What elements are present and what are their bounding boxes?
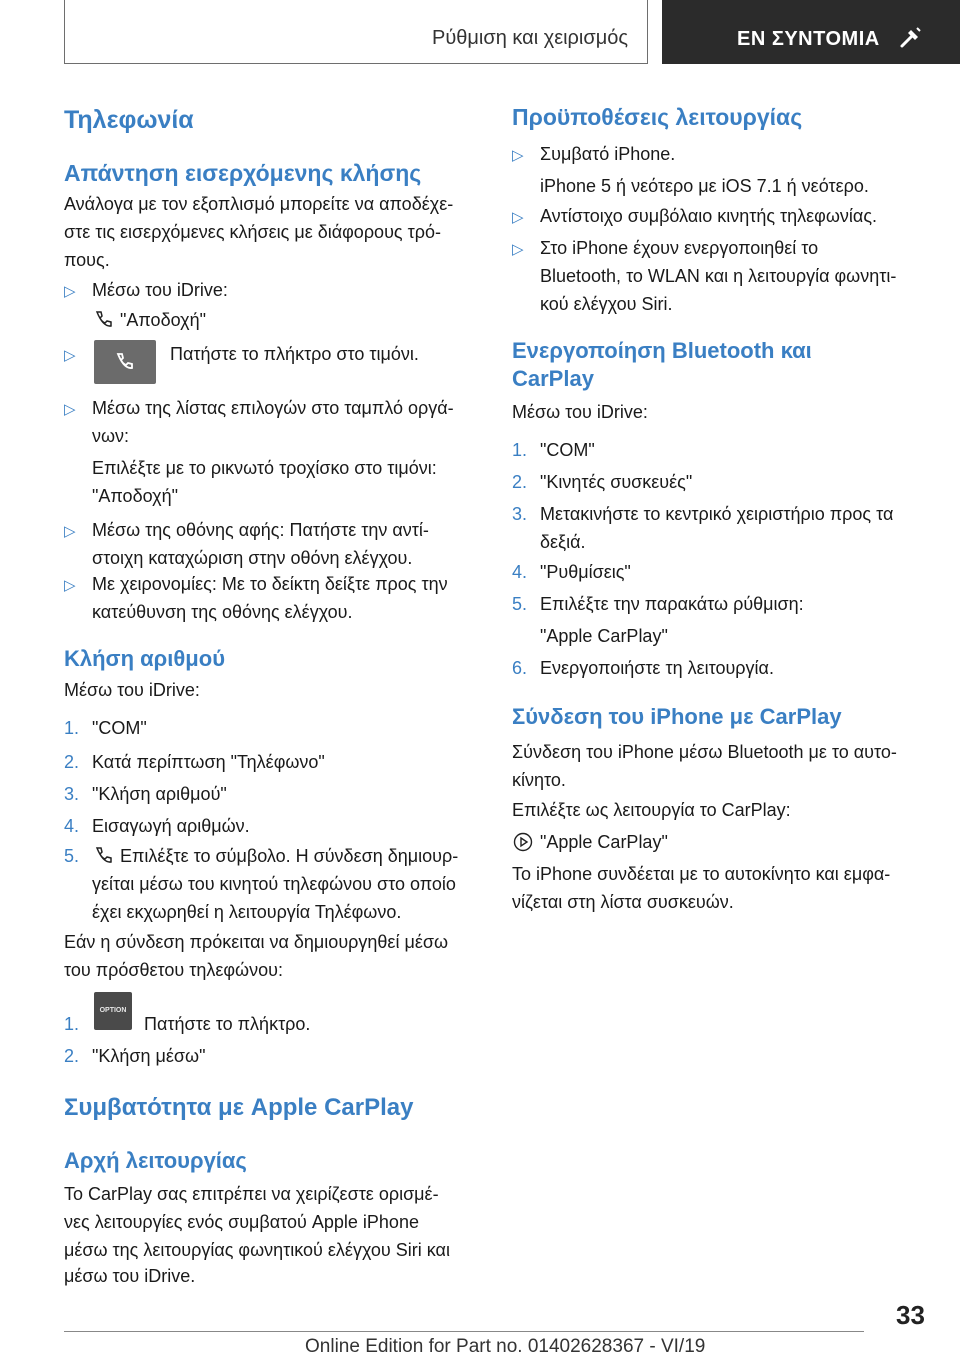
step-number: 2. (512, 472, 528, 492)
footer-divider (64, 1331, 864, 1332)
phone-icon (92, 845, 114, 867)
list-item: κού ελέγχου Siri. (540, 294, 673, 314)
step-text: "COM" (92, 718, 147, 738)
paragraph: Επιλέξτε ως λειτουργία το CarPlay: (512, 800, 791, 820)
step-text: Εισαγωγή αριθμών. (92, 816, 250, 836)
paragraph: κίνητο. (512, 770, 566, 790)
phone-icon (94, 340, 156, 384)
paragraph: νίζεται στη λίστα συσκευών. (512, 892, 734, 912)
list-item: Μέσω του iDrive: (92, 280, 228, 300)
step-number: 5. (64, 846, 80, 866)
paragraph: Το iPhone συνδέεται με το αυτοκίνητο και εμφα- (512, 864, 891, 884)
step-number: 3. (512, 504, 528, 524)
bullet-icon: ▷ (64, 523, 76, 540)
section-heading-carplay: Συμβατότητα με Apple CarPlay (64, 1094, 414, 1121)
list-item: Με χειρονομίες: Με το δείκτη δείξτε προς την (92, 574, 448, 594)
step-number: 2. (64, 1046, 80, 1066)
step-text: έχει εκχωρηθεί η λειτουργία Τηλέφωνο. (92, 902, 402, 922)
step-number: 1. (64, 718, 80, 738)
paragraph: Εάν η σύνδεση πρόκειται να δημιουργηθεί μέσω (64, 932, 449, 952)
step-text: "Κλήση αριθμού" (92, 784, 227, 804)
paragraph: Ανάλογα με τον εξοπλισμό μπορείτε να αποδέχε- (64, 194, 454, 214)
list-item: στοιχη καταχώριση στην οθόνη ελέγχου. (92, 548, 413, 568)
list-item-sub-text: "Αποδοχή" (120, 310, 206, 330)
paragraph: Μέσω του iDrive: (512, 402, 648, 422)
carplay-label: "Apple CarPlay" (540, 832, 668, 852)
paragraph: Το CarPlay σας επιτρέπει να χειρίζεστε ορισμέ- (64, 1184, 439, 1204)
paragraph: Σύνδεση του iPhone μέσω Bluetooth με το αυτο- (512, 742, 897, 762)
bullet-icon: ▷ (64, 401, 76, 418)
bullet-icon: ▷ (64, 283, 76, 300)
step-text: "Ρυθμίσεις" (540, 562, 631, 582)
bullet-icon: ▷ (512, 147, 524, 164)
step-number: 2. (64, 752, 80, 772)
section-heading-dial: Κλήση αριθμού (64, 646, 226, 671)
bullet-icon: ▷ (512, 241, 524, 258)
step-number: 4. (512, 562, 528, 582)
step-number: 4. (64, 816, 80, 836)
paragraph: μέσω της λειτουργίας φωνητικού ελέγχου Siri και (64, 1240, 450, 1260)
step-text: γείται μέσω του κινητού τηλεφώνου στο οποίο (92, 874, 456, 894)
list-item: Πατήστε το πλήκτρο στο τιμόνι. (170, 344, 419, 364)
paragraph: πους. (64, 250, 110, 270)
option-button[interactable]: OPTION (94, 992, 132, 1030)
list-item: Αντίστοιχο συμβόλαιο κινητής τηλεφωνίας. (540, 206, 877, 226)
list-item: Συμβατό iPhone. (540, 144, 676, 164)
tools-icon (898, 24, 924, 50)
step-number: 3. (64, 784, 80, 804)
list-item-sub (92, 306, 206, 334)
paragraph (512, 828, 668, 856)
section-heading-connect: Σύνδεση του iPhone με CarPlay (512, 704, 842, 729)
step-text-content: Επιλέξτε το σύμβολο. Η σύνδεση δημιουρ- (120, 846, 459, 866)
step-text: "Κινητές συσκευές" (540, 472, 693, 492)
step-text: Επιλέξτε την παρακάτω ρύθμιση: (540, 594, 804, 614)
header-tab[interactable] (662, 0, 960, 64)
steering-phone-button[interactable] (94, 340, 156, 384)
step-number: 5. (512, 594, 528, 614)
bullet-icon: ▷ (512, 209, 524, 226)
bullet-icon: ▷ (64, 577, 76, 594)
step-text: δεξιά. (540, 532, 586, 552)
step-text-sub: "Apple CarPlay" (540, 626, 668, 646)
header-section-title: Ρύθμιση και χειρισμός (431, 27, 628, 49)
list-item: Στο iPhone έχουν ενεργοποιηθεί το (540, 238, 819, 258)
subsection-heading: Αρχή λειτουργίας (64, 1148, 247, 1173)
step-text: Ενεργοποιήστε τη λειτουργία. (540, 658, 774, 678)
page-title: Τηλεφωνία (64, 106, 194, 134)
step-number: 1. (512, 440, 528, 460)
step-text: Πατήστε το πλήκτρο. (144, 1014, 311, 1034)
play-circle-icon (512, 831, 534, 853)
page-number: 33 (896, 1300, 925, 1330)
step-text: Κατά περίπτωση "Τηλέφωνο" (92, 752, 325, 772)
paragraph: του πρόσθετου τηλεφώνου: (64, 960, 283, 980)
section-heading-activate: Ενεργοποίηση Bluetooth και (512, 338, 812, 363)
step-text: Μετακινήστε το κεντρικό χειριστήριο προς τα (540, 504, 894, 524)
paragraph: Μέσω του iDrive: (64, 680, 200, 700)
phone-icon (92, 309, 114, 331)
paragraph: νες λειτουργίες ενός συμβατού Apple iPhone (64, 1212, 419, 1232)
step-number: 1. (64, 1014, 80, 1034)
header-tab-label: ΕΝ ΣΥΝΤΟΜΙΑ (737, 28, 880, 50)
list-item-sub: iPhone 5 ή νεότερο με iOS 7.1 ή νεότερο. (540, 176, 869, 196)
list-item-sub: Επιλέξτε με το ρικνωτό τροχίσκο στο τιμόνι: (92, 458, 437, 478)
paragraph: στε τις εισερχόμενες κλήσεις με διάφορους τρό- (64, 222, 441, 242)
footer-edition: Online Edition for Part no. 01402628367 - VI/19 (305, 1336, 706, 1357)
list-item: κατεύθυνση της οθόνης ελέγχου. (92, 602, 353, 622)
list-item-sub: "Αποδοχή" (92, 486, 178, 506)
step-text (92, 842, 458, 870)
step-text: "COM" (540, 440, 595, 460)
step-text: "Κλήση μέσω" (92, 1046, 206, 1066)
section-heading-incoming: Απάντηση εισερχόμενης κλήσης (64, 160, 422, 186)
bullet-icon: ▷ (64, 347, 76, 364)
section-heading-activate-line2: CarPlay (512, 366, 594, 391)
list-item: Μέσω της λίστας επιλογών στο ταμπλό οργά- (92, 398, 454, 418)
list-item: νων: (92, 426, 130, 446)
section-heading-requirements: Προϋποθέσεις λειτουργίας (512, 104, 803, 130)
list-item: Μέσω της οθόνης αφής: Πατήστε την αντί- (92, 520, 429, 540)
paragraph: μέσω του iDrive. (64, 1266, 196, 1286)
list-item: Bluetooth, το WLAN και η λειτουργία φωνητι- (540, 266, 897, 286)
step-number: 6. (512, 658, 528, 678)
